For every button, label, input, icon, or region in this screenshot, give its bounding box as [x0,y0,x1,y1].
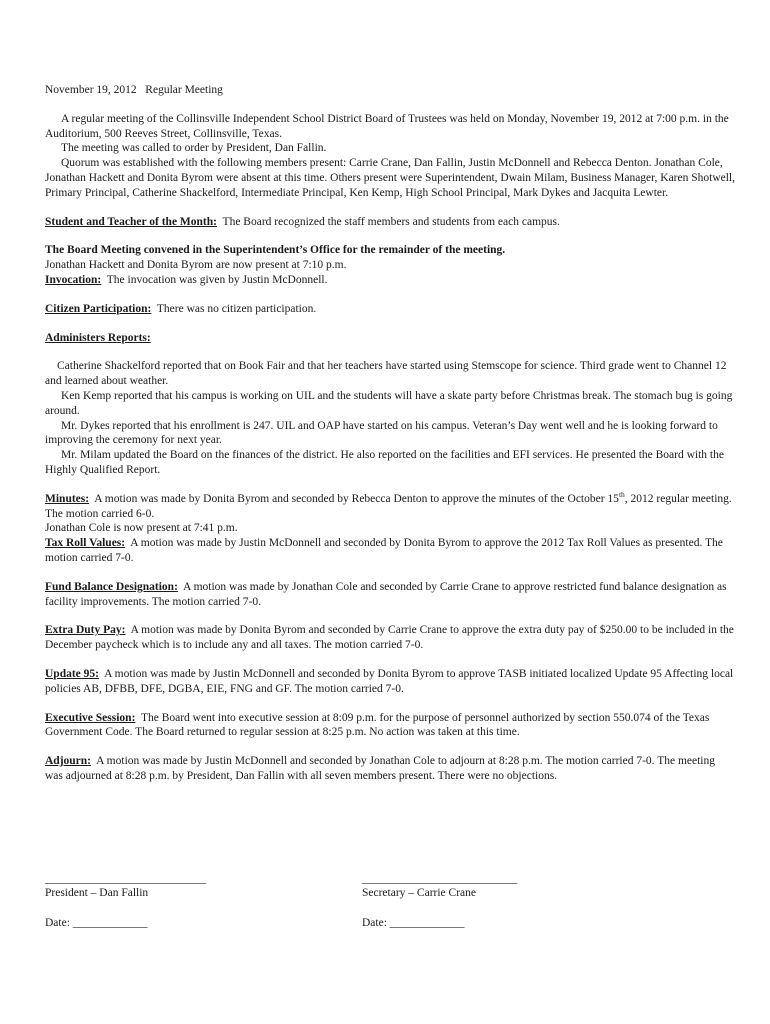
secretary-signature-block [362,872,517,931]
invocation-heading: Invocation: [45,273,102,286]
adjourn-heading: Adjourn: [45,755,92,768]
tax-roll-text: A motion was made by Justin McDonnell and seconded by Donita Byrom to approve the 2012 Tax Roll Values as presented. The motion carried 7-0. [45,537,723,564]
admin-report-dykes: Mr. Dykes reported that his enrollment is 247. UIL and OAP have started on his campus. Veteran’s Day went well and he is looking forward to improving the ceremony for next year. [45,419,718,447]
header-line [45,83,735,98]
executive-heading: Executive Session: [45,711,136,724]
president-date: Date: _____________ [45,916,148,929]
minutes-text-a: A motion was made by Donita Byrom and seconded by Rebecca Denton to approve the minutes of the October 15 [94,492,619,505]
executive-section [45,711,735,741]
convened-text: Jonathan Hackett and Donita Byrom are now present at 7:10 p.m. [45,259,347,272]
extra-duty-text: A motion was made by Donita Byrom and seconded by Carrie Crane to approve the extra duty pay of $250.00 to be included in the December paycheck which is to include any and all taxes. The motion carried 7-0. [45,624,734,652]
president-signature-block [45,872,206,931]
admin-report-kemp: Ken Kemp reported that his campus is working on UIL and the students will have a skate party before Christmas break. The stomach bug is going around. [45,389,733,417]
citizen-section [45,302,735,317]
extra-duty-section [45,623,735,653]
convened-heading: The Board Meeting convened in the Superintendent’s Office for the remainder of the meeting. [45,244,506,257]
executive-text: The Board went into executive session at 8:09 p.m. for the purpose of personnel authorized by section 550.074 of the Texas Government Code. The Board returned to regular session at 8:25 p.m. No action was taken at this time. [45,711,710,739]
citizen-text: There was no citizen participation. [156,302,317,315]
admin-report-shackelford: Catherine Shackelford reported that on Book Fair and that her teachers have started using Stemscope for science. Third grade went to Channel 12 and learned about weather. [45,360,727,388]
student-teacher-heading: Student and Teacher of the Month: [45,215,217,228]
meeting-minutes [45,83,735,784]
adjourn-section [45,754,735,784]
call-to-order: The meeting was called to order by President, Dan Fallin. [61,142,327,155]
citizen-heading: Citizen Participation: [45,302,152,315]
invocation-section [45,273,735,288]
intro-paragraph: A regular meeting of the Collinsville Independent School District Board of Trustees was held on Monday, November 19, 2012 at 7:00 p.m. in the Auditorium, 500 Reeves Street, Collinsville, Texas. [45,112,729,140]
extra-duty-heading: Extra Duty Pay: [45,624,126,637]
student-teacher-text: The Board recognized the staff members and students from each campus. [222,215,560,228]
update95-heading: Update 95: [45,667,99,680]
secretary-date: Date: _____________ [362,916,465,929]
minutes-text-b: , 2012 regular meeting. The motion carried 6-0. [45,492,732,520]
president-signature-line: ____________________________ [45,873,206,885]
fund-balance-heading: Fund Balance Designation: [45,580,178,593]
admin-reports-heading: Administers Reports: [45,331,151,344]
secretary-signature-line: ___________________________ [362,873,518,885]
fund-balance-text: A motion was made by Jonathan Cole and seconded by Carrie Crane to approve restricted fund balance designation as facility improvements. The motion carried 7-0. [45,580,727,608]
quorum-paragraph: Quorum was established with the following members present: Carrie Crane, Dan Fallin, Justin McDonnell and Rebecca Denton. Jonathan Cole, Jonathan Hackett and Donita Byrom were absent at this time. Others present were Superintendent, Dwain Milam, Business Manager, Karen Shotwell, Primary Principal, Catherine Shackelford, Intermediate Principal, Ken Kemp, High School Principal, Mark Dykes and Jacquita Lewter. [45,157,736,199]
adjourn-text: A motion was made by Justin McDonnell and seconded by Jonathan Cole to adjourn at 8:28 p.m. The motion carried 7-0. The meeting was adjourned at 8:28 p.m. by President, Dan Fallin with all seven members present. There were no objections. [45,755,716,782]
secretary-label: Secretary – Carrie Crane [362,887,476,899]
fund-balance-section [45,580,735,610]
minutes-ordinal: th [618,489,625,499]
tax-roll-heading: Tax Roll Values: [45,537,126,550]
update95-section [45,667,735,697]
student-teacher-section [45,215,735,230]
minutes-heading: Minutes: [45,492,90,505]
minutes-section [45,489,735,522]
admin-report-milam: Mr. Milam updated the Board on the finances of the district. He also reported on the facilities and EFI services. He presented the Board with the Highly Qualified Report. [45,449,724,476]
cole-present: Jonathan Cole is now present at 7:41 p.m. [45,522,238,535]
meeting-date: November 19, 2012 [45,84,137,96]
update95-text: A motion was made by Justin McDonnell and seconded by Donita Byrom to approve TASB initiated localized Update 95 Affecting local policies AB, DFBB, DFE, DGBA, EIE, FNG and GF. The motion carried 7-0. [45,667,734,695]
invocation-text: The invocation was given by Justin McDonnell. [106,273,328,286]
meeting-type: Regular Meeting [145,84,223,96]
president-label: President – Dan Fallin [45,887,149,899]
tax-roll-section [45,536,735,566]
